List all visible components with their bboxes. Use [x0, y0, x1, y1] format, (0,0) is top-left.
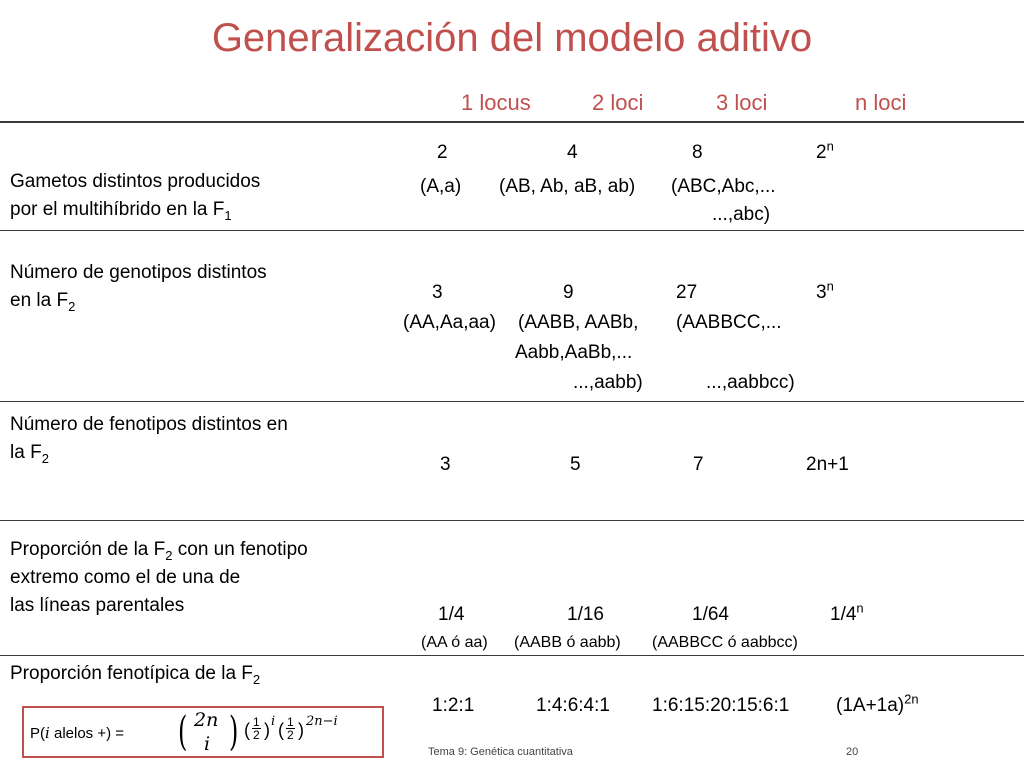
proporcion-detail-2-loci: (AABB ó aabb) — [514, 634, 621, 651]
column-header-1-locus: 1 locus — [461, 90, 531, 115]
gametos-value-2-loci: 4 — [567, 142, 578, 163]
gametos-value-1-locus: 2 — [437, 142, 448, 163]
genotipos-value-2-loci: 9 — [563, 282, 574, 303]
half-paren-1: ( — [244, 720, 250, 740]
fenotipica-value-n-loci: $(1A+1a)^{2n}$ — [836, 691, 919, 716]
fenotipos-value-2-loci: 5 — [570, 454, 581, 475]
row-label-proporcion-fenotipica: Proporción fenotípica de la $F_2$ — [10, 663, 261, 687]
page-number: 20 — [846, 746, 859, 758]
genotipos-detail-1-locus: (AA,Aa,aa) — [403, 312, 496, 333]
half-paren-1-close: ) — [264, 720, 270, 740]
proporcion-detail-1-locus: (AA ó aa) — [421, 634, 488, 651]
fenotipos-value-3-loci: 7 — [693, 454, 704, 475]
gametos-detail-3-loci: (ABC,Abc,... — [671, 176, 776, 197]
half-fraction-2: $\frac{1}{2}$ — [287, 715, 294, 742]
gametos-detail-3-loci-cont: ...,abc) — [712, 204, 771, 225]
footer-text: Tema 9: Genética cuantitativa — [428, 746, 573, 758]
column-header-2-loci: 2 loci — [592, 90, 644, 115]
formula-prefix: P(i alelos +) = — [30, 724, 125, 742]
row-divider — [0, 230, 1024, 231]
row-label-fenotipos: Número de fenotipos distintos en la $F_2$ — [10, 414, 288, 466]
row-divider — [0, 520, 1024, 521]
genotipos-detail-3-loci: (AABBCC,... — [676, 312, 782, 333]
binomial-right-paren: ) — [229, 709, 239, 755]
binomial-formula-box — [22, 706, 384, 758]
proporcion-detail-3-loci: (AABBCC ó aabbcc) — [652, 634, 798, 651]
genotipos-detail-2-loci-end: ...,aabb) — [573, 372, 643, 393]
column-header-n-loci: n loci — [855, 90, 907, 115]
binomial-left-paren: ( — [178, 709, 188, 755]
half-paren-2-close: ) — [298, 720, 304, 740]
gametos-value-n-loci: 2$^n$ — [816, 138, 834, 163]
binomial-top: 2n — [194, 709, 219, 731]
genotipos-detail-2-loci: (AABB, AABb, — [518, 312, 639, 333]
slide-title: Generalización del modelo aditivo — [211, 16, 813, 60]
proporcion-value-n-loci: 1/4$^n$ — [830, 600, 864, 625]
half-fraction-1: $\frac{1}{2}$ — [253, 715, 260, 742]
binomial-bottom: i — [204, 733, 211, 755]
genotipos-value-n-loci: 3$^n$ — [816, 278, 834, 303]
genotipos-value-1-locus: 3 — [432, 282, 443, 303]
exponent-2n-minus-i: 2n−i — [306, 714, 338, 729]
fenotipica-value-1-locus: 1:2:1 — [432, 695, 475, 716]
fenotipos-value-n-loci: 2n+1 — [806, 454, 849, 475]
genotipos-value-3-loci: 27 — [676, 282, 698, 303]
gametos-value-3-loci: 8 — [692, 142, 703, 163]
proporcion-value-3-loci: 1/64 — [692, 604, 729, 625]
fenotipica-value-3-loci: 1:6:15:20:15:6:1 — [652, 695, 790, 716]
genotipos-detail-2-loci-cont: Aabb,AaBb,... — [515, 342, 633, 363]
fenotipica-value-2-loci: 1:4:6:4:1 — [536, 695, 610, 716]
half-paren-2: ( — [278, 720, 284, 740]
proporcion-value-1-locus: 1/4 — [438, 604, 465, 625]
row-label-proporcion-extremo: Proporción de la $F_2$ con un fenotipo extremo como el de una de las líneas parentales — [10, 539, 308, 616]
table-top-rule — [0, 121, 1024, 123]
row-divider — [0, 401, 1024, 402]
gametos-detail-1-locus: (A,a) — [420, 176, 462, 197]
gametos-detail-2-loci: (AB, Ab, aB, ab) — [499, 176, 636, 197]
row-divider — [0, 655, 1024, 656]
row-label-gametos: Gametos distintos producidos por el multihíbrido en la $F_1$ — [10, 171, 261, 223]
genotipos-detail-3-loci-end: ...,aabbcc) — [706, 372, 795, 393]
proporcion-value-2-loci: 1/16 — [567, 604, 604, 625]
exponent-i: i — [271, 714, 276, 729]
fenotipos-value-1-locus: 3 — [440, 454, 451, 475]
column-header-3-loci: 3 loci — [716, 90, 768, 115]
row-label-genotipos: Número de genotipos distintos en la $F_2$ — [10, 262, 267, 314]
